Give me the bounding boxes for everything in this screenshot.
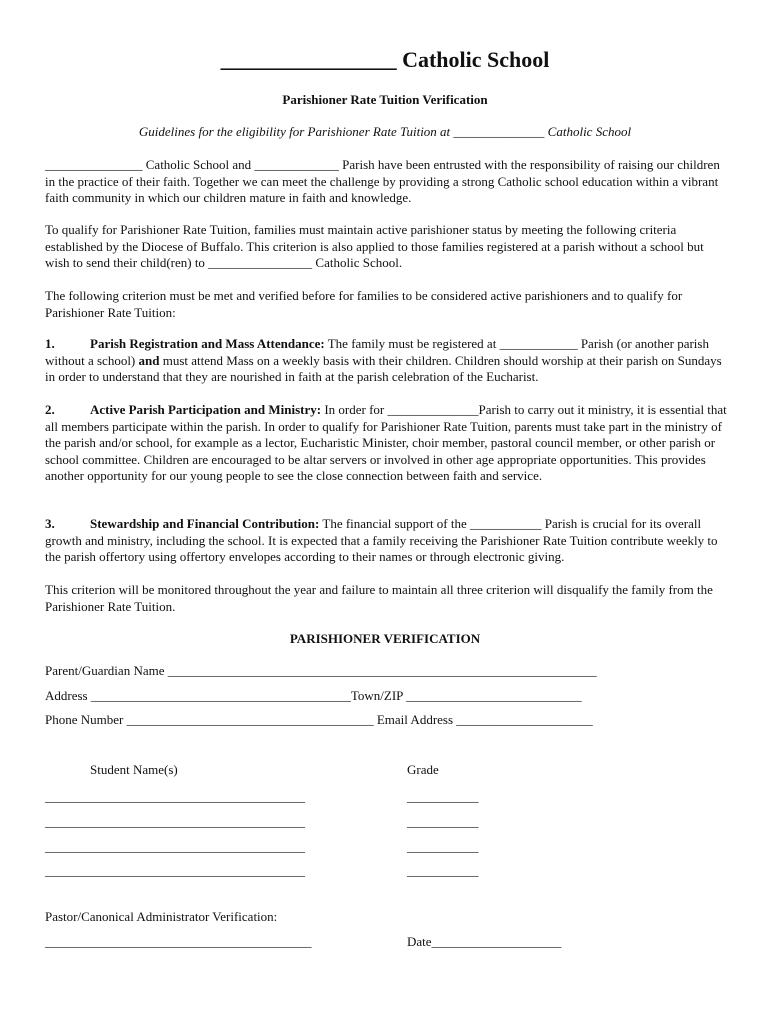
item-text: must attend Mass on a weekly basis with their children. Children should worship at their parish on Sundays in order to understand that they are nourished in faith at the parish celebration of the Eucharist. [45,352,722,384]
item-heading: Parish Registration and Mass Attendance: [90,336,325,351]
document-subtitle: Parishioner Rate Tuition Verification [282,92,488,107]
student-name-field[interactable]: ________________________________________ [45,839,305,854]
student-name-field[interactable]: ________________________________________ [45,789,305,804]
grade-field[interactable]: ___________ [407,863,479,878]
grade-field[interactable]: ___________ [407,789,479,804]
monitoring-paragraph: This criterion will be monitored throughout the year and failure to maintain all three criterion will disqualify the family from the Parishioner Rate Tuition. [45,582,713,614]
criterion-paragraph: The following criterion must be met and verified before for families to be considered active parishioners and to qualify for Parishioner Rate Tuition: [45,288,683,320]
item-text: The financial support of the ___________ Parish is crucial for its overall growth and ministry, including the school. It is expected that a family receiving the Parishioner Rate Tuition contribute weekly to the parish offertory using offertory envelopes according to their names or through electronic giving. [45,516,718,564]
criterion-item-3 [45,516,730,566]
item-text: In order for ______________Parish to carry out it ministry, it is essential that all members participate within the parish. In order to qualify for Parishioner Rate Tuition, parents must take part in the ministry of the parish and/or school, for example as a lector, Eucharistic Minister, choir member, pastoral council member, or other parish or school committee. Children are encouraged to be altar servers or involved in other age appropriate opportunities. This provides another opportunity for our young people to see the close connection between faith and service. [45,402,727,483]
date-field[interactable]: Date____________________ [407,934,562,949]
item-heading: Active Parish Participation and Ministry: [90,402,322,417]
grade-field[interactable]: ___________ [407,814,479,829]
grade-field[interactable]: ___________ [407,839,479,854]
pastor-signature-field[interactable]: _________________________________________ [45,934,312,949]
item-heading: Stewardship and Financial Contribution: [90,516,320,531]
item-number: 1. [45,336,55,351]
address-town-zip-field[interactable]: Address ________________________________________Town/ZIP ___________________________ [45,688,582,703]
student-name-field[interactable]: ________________________________________ [45,863,305,878]
parent-guardian-name-field[interactable]: Parent/Guardian Name __________________________________________________________________ [45,663,597,678]
criterion-item-1 [45,336,730,386]
pastor-verification-label: Pastor/Canonical Administrator Verification: [45,909,278,924]
student-name-field[interactable]: ________________________________________ [45,814,305,829]
verification-heading: PARISHIONER VERIFICATION [289,631,481,646]
guidelines-line: Guidelines for the eligibility for Parishioner Rate Tuition at ______________ Catholic School [138,124,632,139]
phone-email-field[interactable]: Phone Number ______________________________________ Email Address _____________________ [45,712,593,727]
intro-paragraph: _______________ Catholic School and _____________ Parish have been entrusted with the responsibility of raising our children in the practice of their faith. Together we can meet the challenge by providing a strong Catholic school education within a vibrant faith community in which our children mature in faith and knowledge. [45,157,720,205]
item-text: The family must be registered at ____________ Parish (or another parish without a school) [45,336,709,368]
student-names-label: Student Name(s) [90,762,178,777]
grade-label: Grade [407,762,439,777]
document-title: ________________ Catholic School [220,47,550,72]
qualify-paragraph: To qualify for Parishioner Rate Tuition, families must maintain active parishioner status by meeting the following criteria established by the Diocese of Buffalo. This criterion is also applied to those families registered at a parish without a school but wish to send their child(ren) to ________________ Catholic School. [45,222,704,270]
item-number: 2. [45,402,55,417]
item-number: 3. [45,516,55,531]
criterion-item-2 [45,402,730,485]
item-emphasis: and [138,352,160,368]
